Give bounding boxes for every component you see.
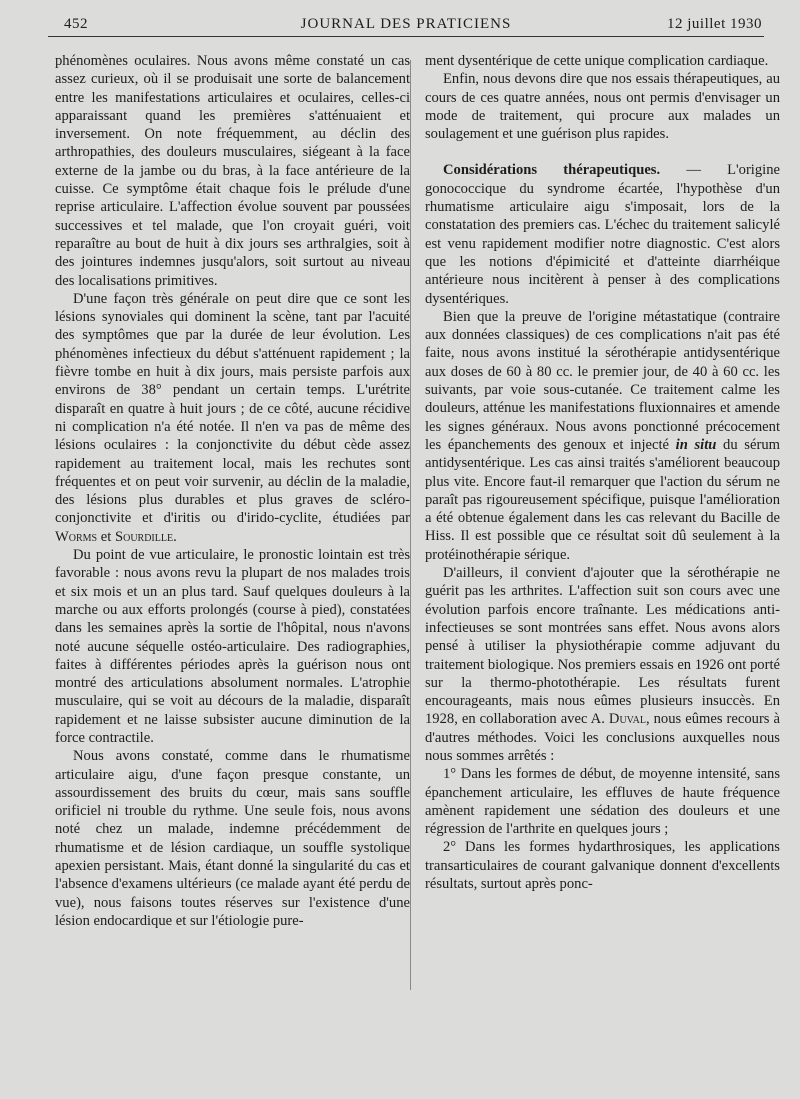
paragraph [55,290,410,546]
paragraph-text: , nous eûmes recours à d'autres méthodes. Voici les conclusions auxquelles nous nous sommes arrêtés : [425,711,780,764]
journal-title: JOURNAL DES PRATICIENS [300,16,512,32]
running-header [48,12,764,34]
paragraph [425,308,780,564]
paragraph: 2° Dans les formes hydarthrosiques, les applications transarticulaires de courant galvanique donnent d'excellents résultats, surtout après ponc- [425,839,780,893]
left-column [55,52,410,930]
paragraph-text: Bien que la preuve de l'origine métastatique (contraire aux données classiques) de ces complications n'ait pas été faite, nous avons institué la sérothérapie antidysentérique aux doses de 60 à 80 cc. le premier jour, de 40 à 60 cc. les suivants, par voie sous-cutanée. Ce traitement calme les douleurs, atténue les manifestations fluxionnaires et amende les signes généraux. Nous avons ponctionné précocement les épanchements des genoux et injecté [425,308,780,453]
paragraph: Nous avons constaté, comme dans le rhumatisme articulaire aigu, d'une façon presque constante, un assourdissement des bruits du cœur, mais sans souffle orificiel ni trouble du rythme. Une seule fois, nous avons noté chez un malade, indemne précédemment de rhumatisme et de lésion cardiaque, un souffle systolique apexien persistant. Mais, étant donné la singularité du cas et l'absence d'examens ultérieurs (ce malade ayant été perdu de vue), nous faisons toutes réserves sur l'existence d'une lésion endocardique et sur l'étiologie pure- [55,748,410,929]
paragraph-text: — L'origine gonococcique du syndrome écartée, l'hypothèse d'un rhumatisme articulaire aigu s'imposait, lors de la constatation des premiers cas. L'échec du traitement salicylé est venu rapidement modifier notre diagnostic. C'est alors que les notions d'épimicité et d'atteinte diarrhéique antérieure nous incitèrent à penser à des complications dysentériques. [425,162,780,307]
right-column [425,52,780,893]
author-name: Sourdille [114,528,174,545]
author-name: Worms [55,528,98,545]
paragraph: 1° Dans les formes de début, de moyenne intensité, sans épanchement articulaire, les effluves de haute fréquence amènent rapidement une sédation des douleurs et une régression de l'arthrite en quelques jours ; [425,766,780,838]
issue-date: 12 juillet 1930 [667,16,762,32]
paragraph-text: D'une façon très générale on peut dire que ce sont les lésions synoviales qui dominent la scène, tant par l'acuité des symptômes que par la durée de leur évolution. Les phénomènes infectieux du début s'atténuent rapidement ; la fièvre tombe en huit à dix jours, mais persiste parfois aux environs de 38° pendant un certain temps. L'urétrite disparaît en quatre à huit jours ; de ce côté, aucune récidive ni complication n'a été notée. Il n'en va pas de même des lésions oculaires : la conjonctivite du début cède assez rapidement au traitement local, mais les rechutes sont fréquentes et on peut voir survenir, au déclin de la maladie, des lésions plus durables et plus graves de scléro-conjonctivite et d'iritis ou d'irido-cyclite, étudiées par [55,290,410,527]
punctuation: . [173,528,177,545]
author-name: Duval [608,711,646,728]
paragraph: phénomènes oculaires. Nous avons même constaté un cas assez curieux, où il se produisait une sorte de balancement entre les manifestations articulaires et oculaires, celles-ci apparaissant quand les premières s'atténuaient et inversement. On note fréquemment, au déclin des arthropathies, des douleurs musculaires, siégeant à la face externe de la jambe ou du bras, à la face antérieure de la cuisse. Ce symptôme était chaque fois le prélude d'une reprise articulaire. L'affection évolue souvent par poussées successives et tel malade, que l'on croyait guéri, voit reparaître au bout de huit à dix jours ses arthralgies, soit à des jointures indemnes jusqu'alors, soit surtout au niveau des localisations primitives. [55,53,410,289]
paragraph [425,161,780,307]
section-heading: Considérations thérapeutiques. [443,162,661,179]
header-rule [48,36,764,37]
conjunction: et [100,528,112,545]
paragraph-text: D'ailleurs, il convient d'ajouter que la sérothérapie ne guérit pas les arthrites. L'affection suit son cours avec une évolution parfois encore traînante. Les médications anti-infectieuses se sont montrées sans effet. Nous avons alors pensé à utiliser la physiothérapie comme adjuvant du traitement biologique. Nos premiers essais en 1926 ont porté sur la thermo-photothérapie. Les résultats furent encourageants, mais nous eûmes plusieurs insuccès. En 1928, en collaboration avec A. [425,565,780,728]
paragraph-text: du sérum antidysentérique. Les cas ainsi traités s'améliorent beaucoup plus vite. Encore faut-il remarquer que l'action du sérum ne paraît pas rigoureusement spécifique, puisque l'amélioration a été obtenue également dans les cas relevant du Bacille de Hiss. Il est possible que ce résultat soit dû seulement à la protéinothérapie sérique. [425,436,780,563]
paragraph: Du point de vue articulaire, le pronostic lointain est très favorable : nous avons revu la plupart de nos malades trois et six mois et un an plus tard. Sauf quelques douleurs à la marche ou aux efforts prolongés (course à pied), constatées dans les semaines après la sortie de l'hôpital, nous n'avons noté aucune séquelle ostéo-articulaire. Des radiographies, faites à différentes périodes après la guérison nous ont montré des articulations absolument normales. L'atrophie musculaire, qui se voit au décours de la maladie, disparaît rapidement et ne laisse subsister aucune diminution de la force contractile. [55,547,410,746]
column-separator [410,60,411,990]
italic-term: in situ [675,436,717,453]
paragraph: ment dysentérique de cette unique complication cardiaque. [425,53,769,69]
paragraph: Enfin, nous devons dire que nos essais thérapeutiques, au cours de ces quatre années, nous ont permis d'envisager un mode de traitement, qui procure aux malades un soulagement et une guérison plus rapides. [425,71,780,143]
page-number: 452 [64,16,88,32]
paragraph [425,564,780,765]
